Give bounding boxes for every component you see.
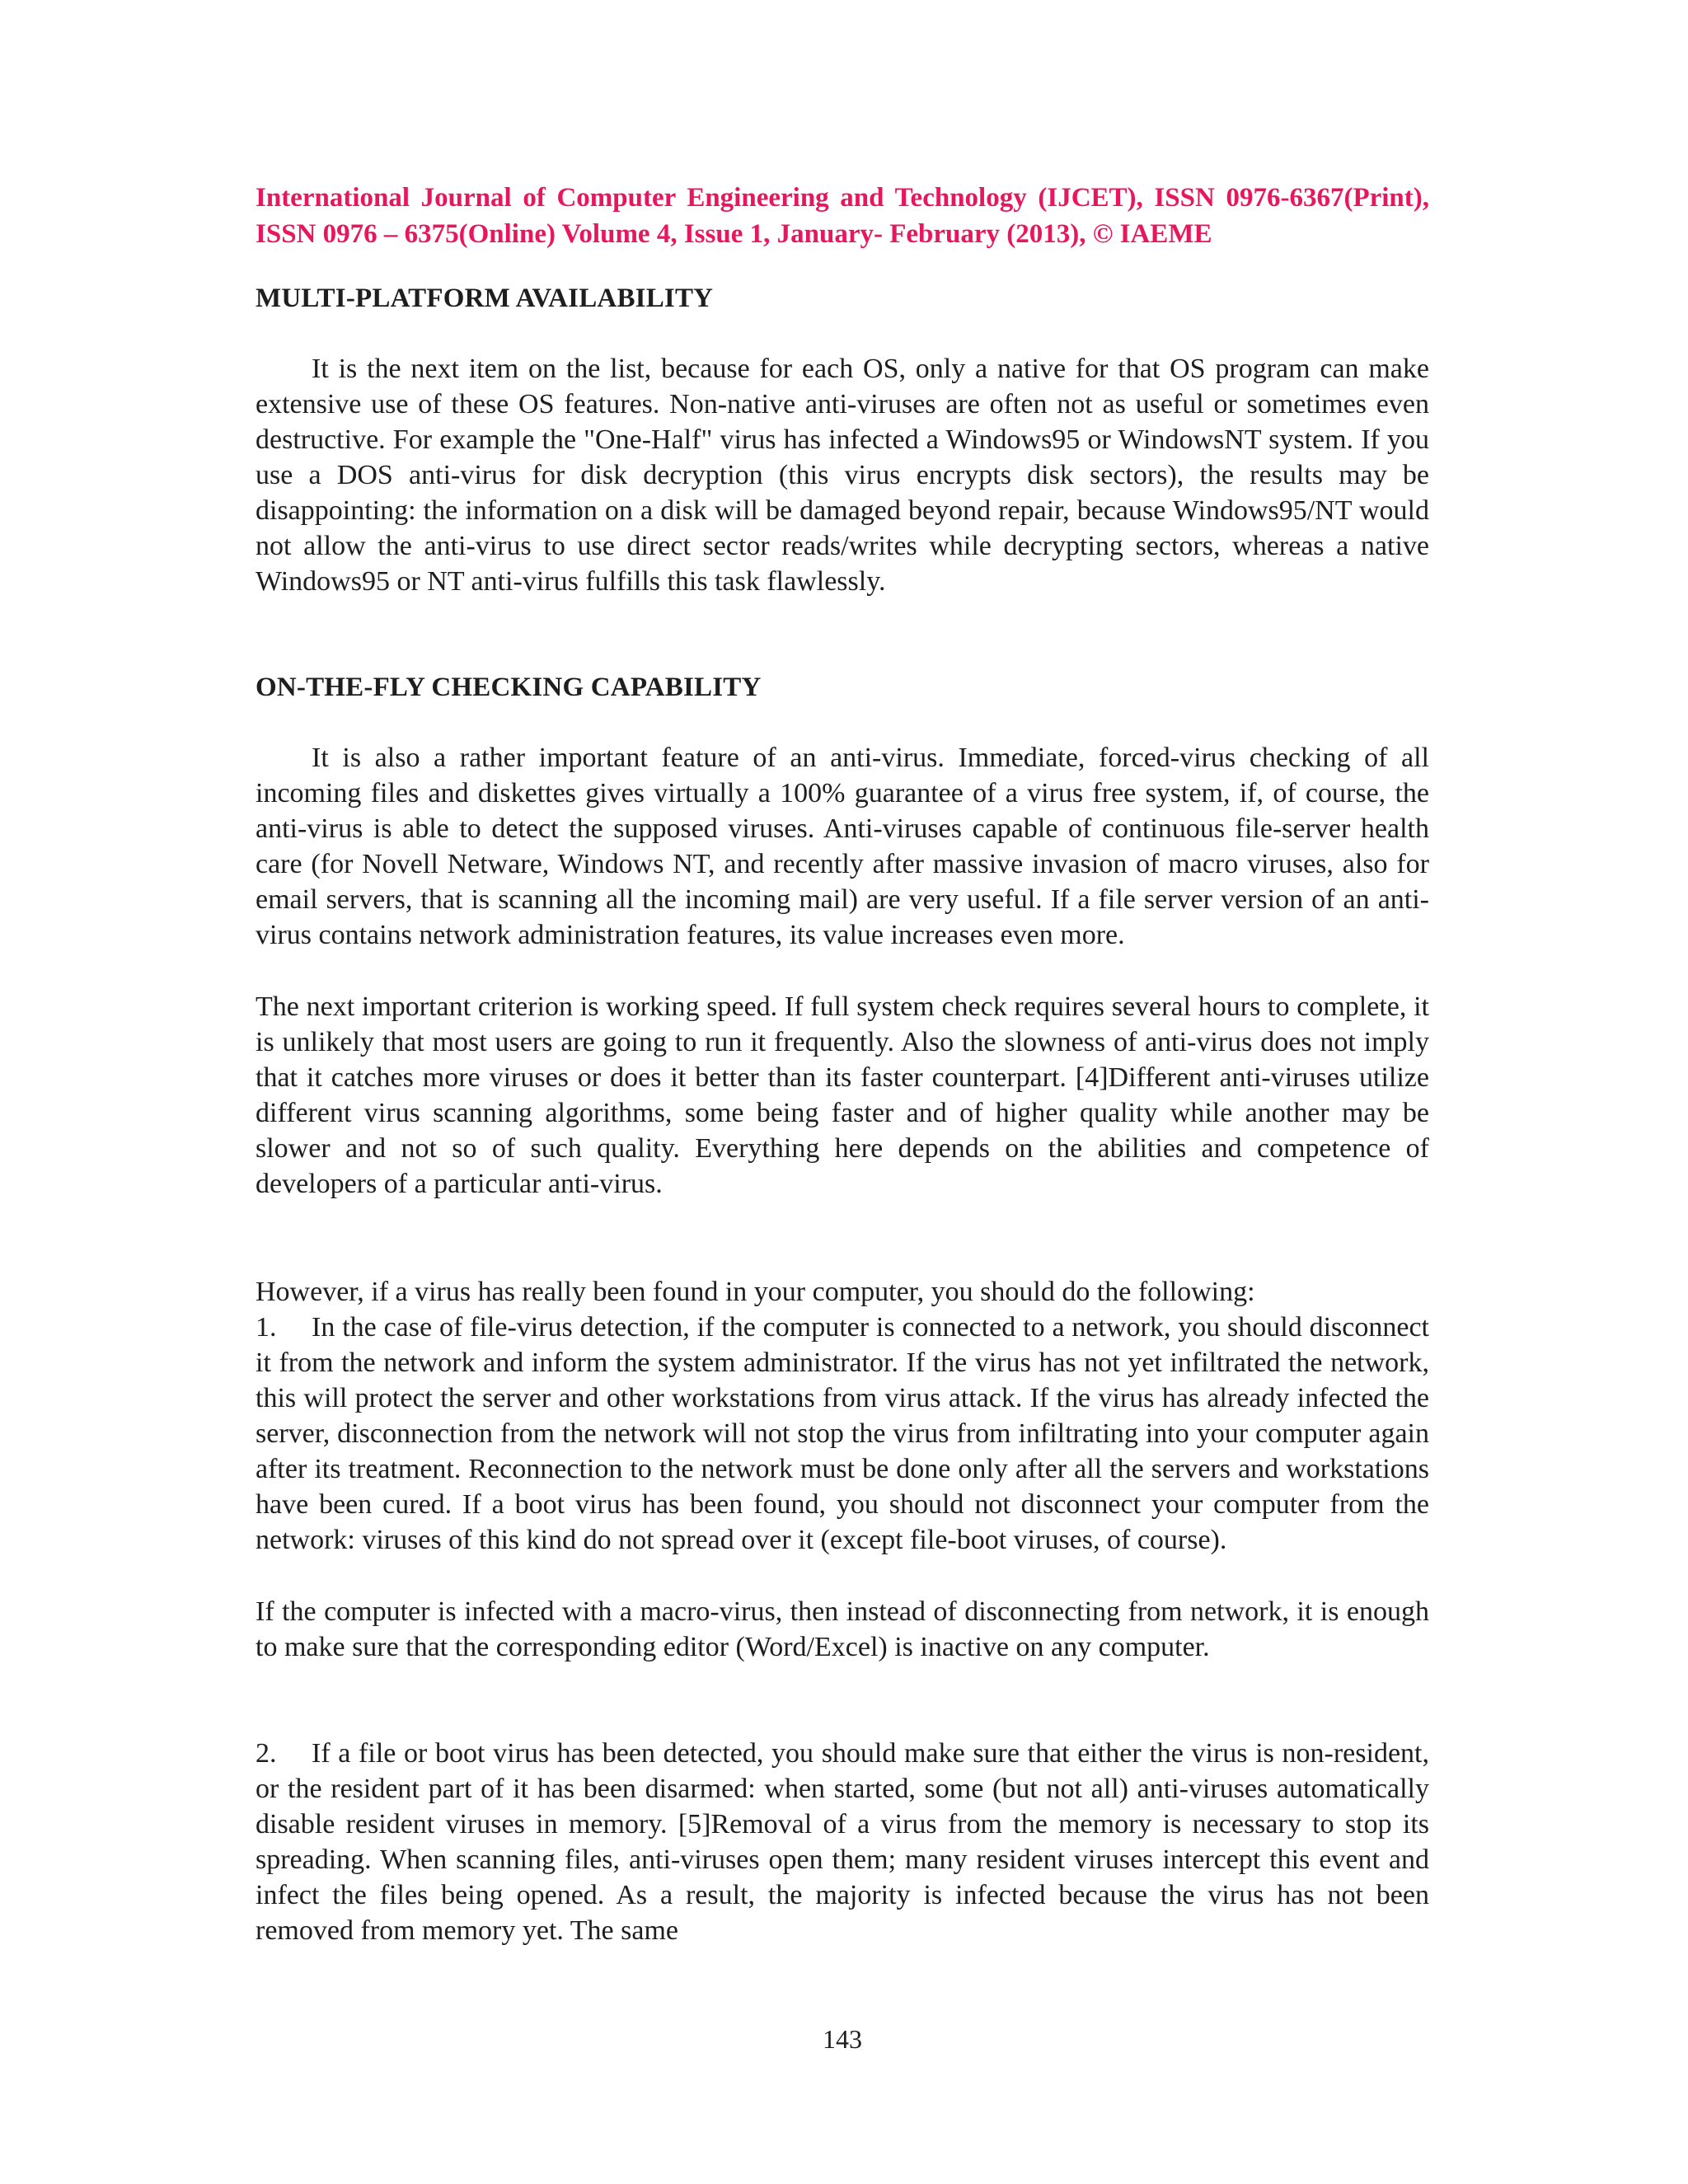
paragraph-on-the-fly-1: It is also a rather important feature of an anti-virus. Immediate, forced-virus checking of all incoming files and diskettes gives virtually a 100% guarantee of a virus free system, if, of course, the anti-virus is able to detect the supposed viruses. Anti-viruses capable of continuous file-server health care (for Novell Netware, Windows NT, and recently after massive invasion of macro viruses, also for email servers, that is scanning all the incoming mail) are very useful. If a file server version of an anti-virus contains network administration features, its value increases even more. <box>256 743 1429 950</box>
list-item-text: If a file or boot virus has been detected, you should make sure that either the virus is non-resident, or the resident part of it has been disarmed: when started, some (but not all) anti-viruses automatically disable resident viruses in memory. [5]Removal of a virus from the memory is necessary to stop its spreading. When scanning files, anti-viruses open them; many resident viruses intercept this event and infect the files being opened. As a result, the majority is infected because the virus has not been removed from memory yet. The same <box>256 1738 1429 1946</box>
paragraph-intro-steps: However, if a virus has really been found in your computer, you should do the following: <box>256 1277 1255 1307</box>
page-number: 143 <box>823 2024 862 2054</box>
paragraph-macro-virus: If the computer is infected with a macro-virus, then instead of disconnecting from network, it is enough to make sure that the corresponding editor (Word/Excel) is inactive on any computer. <box>256 1596 1429 1662</box>
section-heading-multi-platform: MULTI-PLATFORM AVAILABILITY <box>256 284 714 313</box>
list-item-2 <box>256 1736 1429 1948</box>
paper-page <box>256 0 1429 2184</box>
list-item-text: In the case of file-virus detection, if the computer is connected to a network, you should disconnect it from the network and inform the system administrator. If the virus has not yet infiltrated the network, this will protect the server and other workstations from virus attack. If the virus has already infected the server, disconnection from the network will not stop the virus from infiltrating into your computer again after its treatment. Reconnection to the network must be done only after all the servers and workstations have been cured. If a boot virus has been found, you should not disconnect your computer from the network: viruses of this kind do not spread over it (except file-boot viruses, of course). <box>256 1312 1429 1555</box>
list-item-number: 2. <box>256 1738 277 1769</box>
journal-header: International Journal of Computer Engineering and Technology (IJCET), ISSN 0976-6367(Print), ISSN 0976 – 6375(Online) Volume 4, Issue 1, January- February (2013), © IAEME <box>256 183 1429 249</box>
paragraph-working-speed: The next important criterion is working speed. If full system check requires several hours to complete, it is unlikely that most users are going to run it frequently. Also the slowness of anti-virus does not imply that it catches more viruses or does it better than its faster counterpart. [4]Different anti-viruses utilize different virus scanning algorithms, some being faster and of higher quality while another may be slower and not so of such quality. Everything here depends on the abilities and competence of developers of a particular anti-virus. <box>256 991 1429 1199</box>
section-heading-on-the-fly: ON-THE-FLY CHECKING CAPABILITY <box>256 673 762 702</box>
paragraph-multi-platform: It is the next item on the list, because for each OS, only a native for that OS program can make extensive use of these OS features. Non-native anti-viruses are often not as useful or sometimes even destructive. For example the "One-Half" virus has infected a Windows95 or WindowsNT system. If you use a DOS anti-virus for disk decryption (this virus encrypts disk sectors), the results may be disappointing: the information on a disk will be damaged beyond repair, because Windows95/NT would not allow the anti-virus to use direct sector reads/writes while decrypting sectors, whereas a native Windows95 or NT anti-virus fulfills this task flawlessly. <box>256 354 1429 597</box>
list-item-1 <box>256 1310 1429 1558</box>
list-item-number: 1. <box>256 1312 277 1343</box>
